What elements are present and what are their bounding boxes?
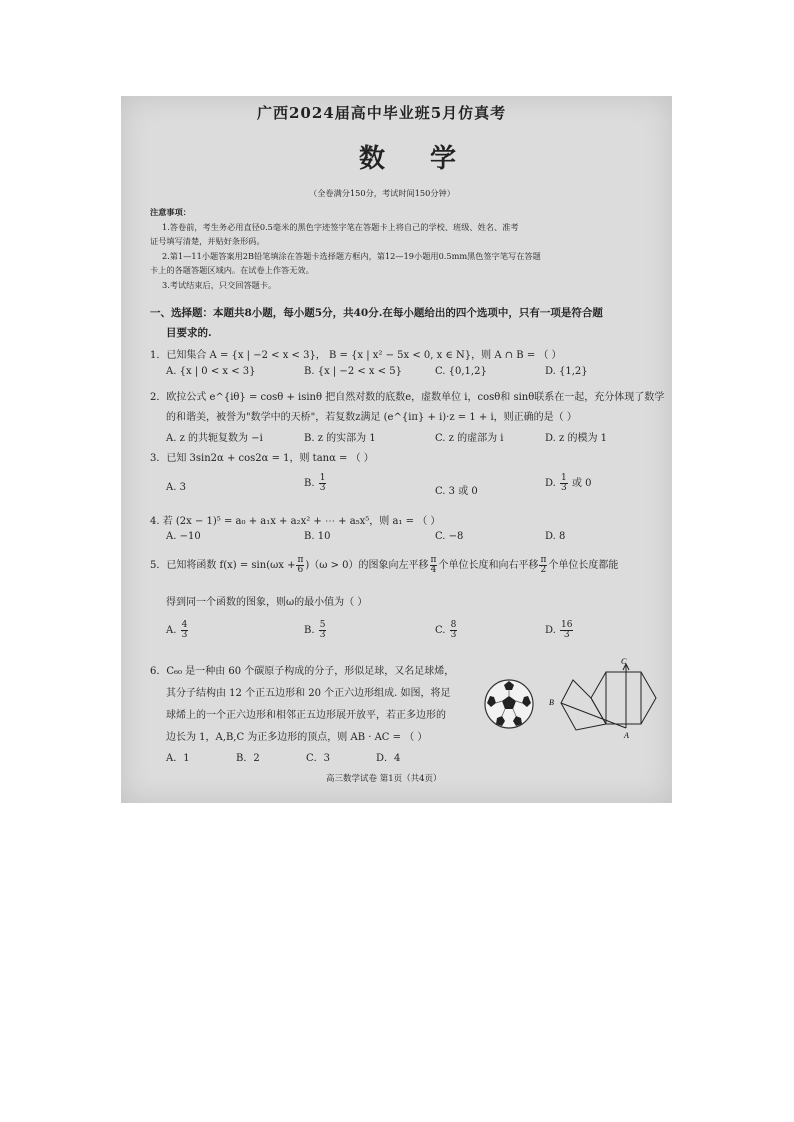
- q5-option-c: C. $\frac{8}{3}$: [435, 620, 457, 640]
- q3-option-b: B. $\frac{1}{3}$: [304, 473, 326, 493]
- q1-option-b: B. {x | −2 < x < 5}: [304, 366, 403, 377]
- section-heading-cont: 目要求的.: [166, 327, 212, 339]
- q5-option-a: A. $\frac{4}{3}$: [166, 620, 188, 640]
- fraction: $\frac{\pi}{4}$: [430, 555, 437, 575]
- fraction: $\frac{5}{3}$: [319, 620, 326, 640]
- q1-option-c: C. {0,1,2}: [435, 366, 487, 377]
- q5-option-d: D. $\frac{16}{3}$: [545, 620, 573, 640]
- fraction: $\frac{8}{3}$: [450, 620, 457, 640]
- exam-title: 广西2024届高中毕业班5月仿真考: [257, 104, 507, 122]
- figure-label-c: C: [621, 658, 627, 666]
- q1-option-d: D. {1,2}: [545, 366, 588, 377]
- notice-line: 3.考试结束后，只交回答题卡。: [162, 280, 277, 290]
- notice-heading: 注意事项：: [150, 207, 191, 217]
- q4-option-c: C. −8: [435, 531, 464, 542]
- q4-option-a: A. −10: [166, 531, 201, 542]
- q5-option-b: B. $\frac{5}{3}$: [304, 620, 326, 640]
- q1-option-a: A. {x | 0 < x < 3}: [166, 366, 256, 377]
- exam-duration-note: （全卷满分150分，考试时间150分钟）: [309, 188, 455, 198]
- question-6-line: 边长为 1，A,B,C 为正多边形的顶点，则 AB · AC = （ ）: [166, 732, 428, 743]
- q2-option-a: A. z 的共轭复数为 −i: [166, 433, 263, 444]
- question-4-stem: 4. 若 (2x − 1)⁵ = a₀ + a₁x + a₂x² + ⋯ + a₅x⁵，则 a₁ = （ ）: [150, 516, 441, 527]
- question-2-stem-cont: 的和谐美，被誉为"数学中的天桥"，若复数z满足 (e^{iπ} + i)·z = 1 + i，则正确的是（ ）: [166, 412, 577, 423]
- hexagon-pentagon-figure: [541, 658, 666, 740]
- q2-option-c: C. z 的虚部为 i: [435, 433, 504, 444]
- subject-title: 数 学: [359, 144, 475, 174]
- figure-label-b: B: [549, 698, 554, 707]
- fraction: $\frac{\pi}{6}$: [297, 555, 304, 575]
- notice-line: 2.第1—11小题答案用2B铅笔填涂在答题卡选择题方框内，第12—19小题用0.5mm黑色签字笔写在答题: [162, 251, 541, 261]
- fraction: $\frac{1}{3}$: [319, 473, 326, 493]
- question-3-stem: 3．已知 3sin2α + cos2α = 1，则 tanα = （ ）: [150, 453, 374, 464]
- notice-line: 1.答卷前，考生务必用直径0.5毫米的黑色字迹签字笔在答题卡上将自己的学校、班级、姓名、准考: [162, 222, 519, 232]
- q4-option-d: D. 8: [545, 531, 566, 542]
- question-1-stem: 1．已知集合 A = {x | −2 < x < 3}， B = {x | x² − 5x < 0, x ∈ N}，则 A ∩ B = （ ）: [150, 350, 562, 361]
- question-2-stem: 2．欧拉公式 e^{iθ} = cosθ + isinθ 把自然对数的底数e，虚数单位 i，cosθ和 sinθ联系在一起，充分体现了数学: [150, 392, 665, 403]
- question-5-stem: 5．已知将函数 f(x) = sin(ωx + $\frac{\pi}{6}$ )（ω > 0）的图象向左平移 $\frac{\pi}{4}$ 个单位长度和向右平移 $\frac{\pi}{2}$ 个单位长度都能: [150, 555, 619, 575]
- notice-line: 卡上的各题答题区域内。在试卷上作答无效。: [150, 265, 314, 275]
- q3-option-c: C. 3 或 0: [435, 486, 478, 497]
- q6-option-a: A．1: [166, 753, 190, 764]
- q2-option-d: D. z 的模为 1: [545, 433, 608, 444]
- section-heading: 一、选择题：本题共8小题，每小题5分，共40分.在每小题给出的四个选项中，只有一项是符合题: [150, 307, 603, 319]
- page-footer: 高三数学试卷 第1页（共4页）: [326, 774, 442, 784]
- q4-option-b: B. 10: [304, 531, 331, 542]
- notice-line: 证号填写清楚，并贴好条形码。: [150, 236, 265, 246]
- q6-option-b: B．2: [236, 753, 260, 764]
- q6-option-c: C．3: [306, 753, 331, 764]
- fraction: $\frac{\pi}{2}$: [540, 555, 547, 575]
- q3-option-d: D. $\frac{1}{3}$ 或 0: [545, 473, 592, 493]
- question-5-stem-cont: 得到同一个函数的图象，则ω的最小值为（ ）: [166, 597, 368, 608]
- q6-option-d: D．4: [376, 753, 401, 764]
- q2-option-b: B. z 的实部为 1: [304, 433, 376, 444]
- exam-paper-photo: [121, 96, 672, 803]
- q3-option-a: A. 3: [166, 482, 186, 493]
- question-6-line: 6．C₆₀ 是一种由 60 个碳原子构成的分子，形似足球，又名足球烯，: [150, 666, 455, 677]
- soccer-ball-icon: [483, 678, 535, 730]
- fraction: $\frac{4}{3}$: [181, 620, 188, 640]
- question-6-line: 其分子结构由 12 个正五边形和 20 个正六边形组成. 如图，将足: [166, 688, 451, 699]
- fraction: $\frac{16}{3}$: [561, 620, 573, 640]
- fraction: $\frac{1}{3}$: [561, 473, 567, 493]
- figure-label-a: A: [624, 731, 629, 740]
- question-6-line: 球烯上的一个正六边形和相邻正五边形展开放平，若正多边形的: [166, 710, 446, 721]
